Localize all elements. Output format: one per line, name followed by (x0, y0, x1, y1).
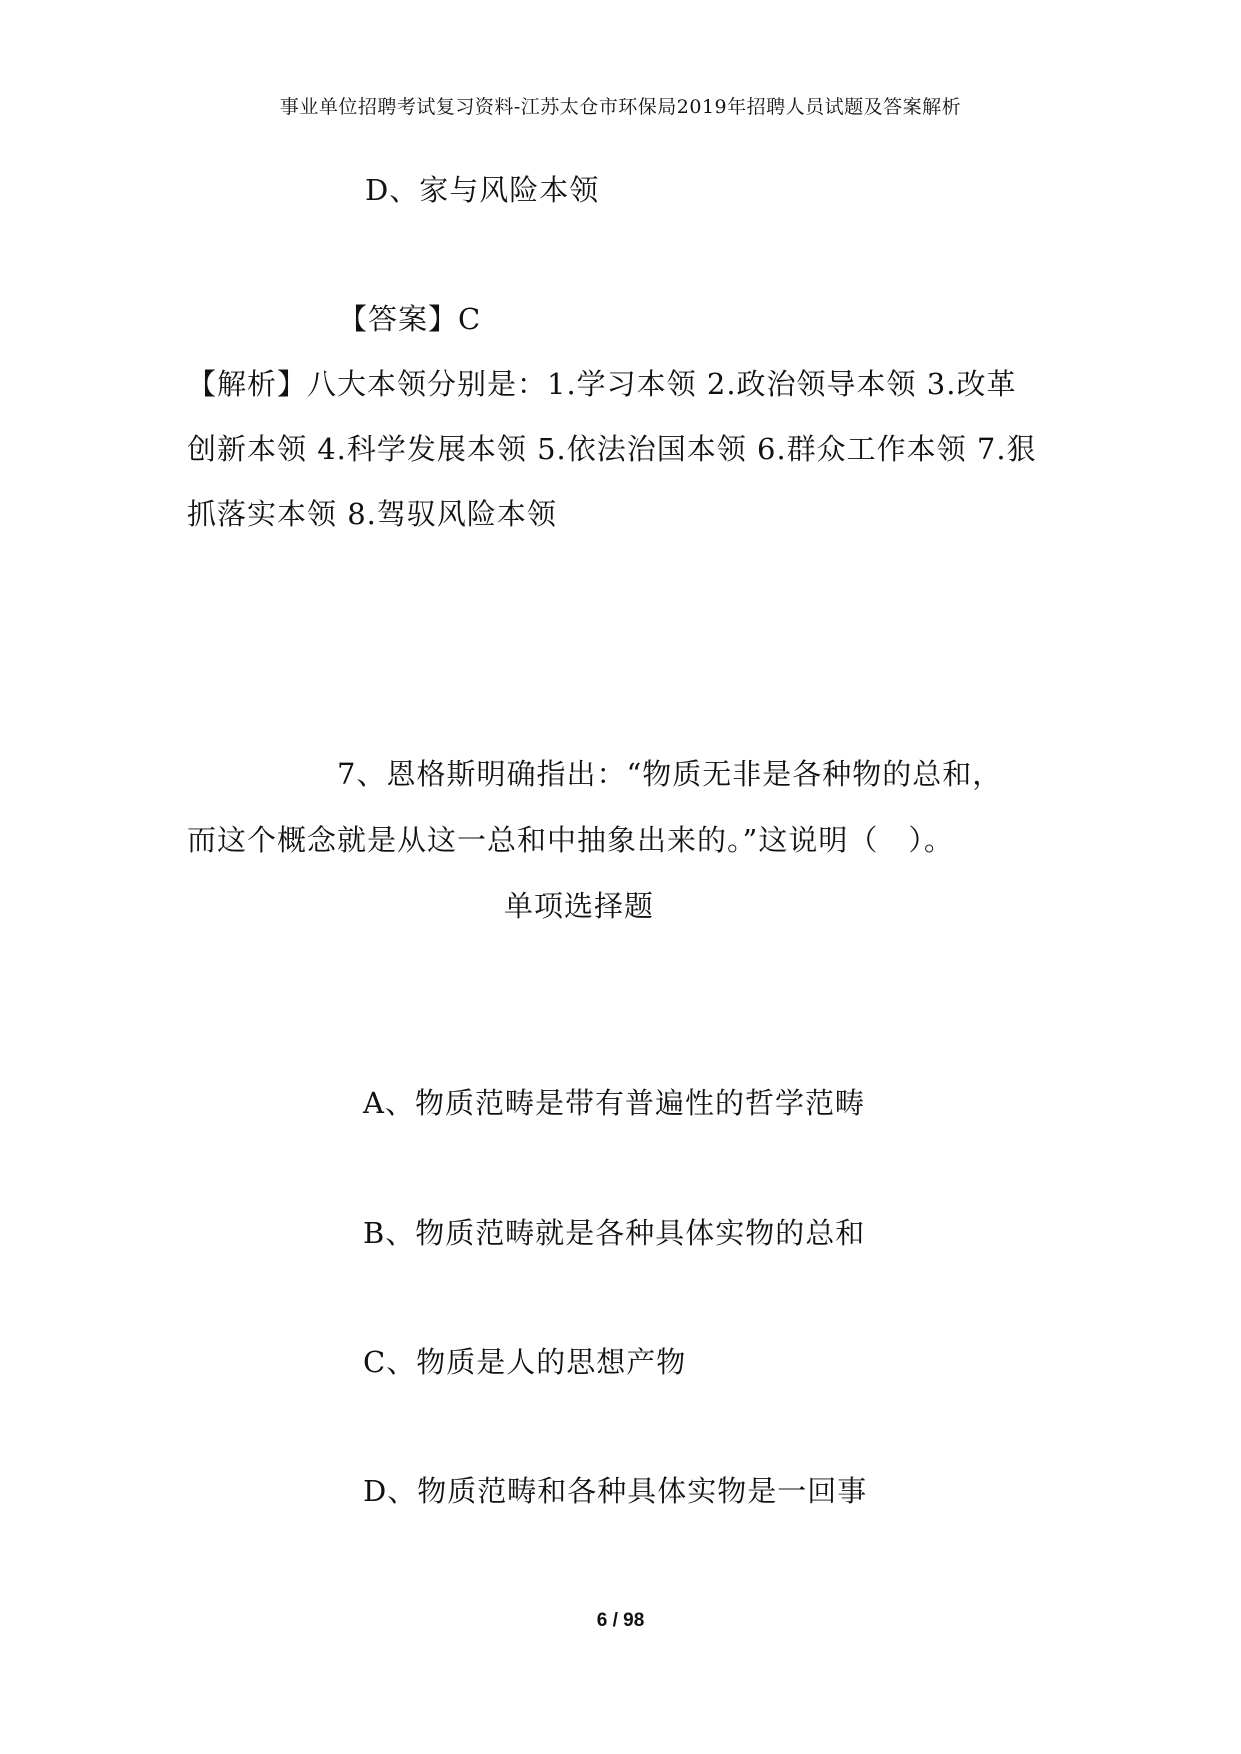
option-a: A、物质范畴是带有普遍性的哲学范畴 (363, 1086, 865, 1120)
analysis-line-2: 创新本领 4.科学发展本领 5.依法治国本领 6.群众工作本领 7.狠 (187, 432, 1037, 466)
answer-label: 【答案】C (338, 302, 482, 336)
option-c: C、物质是人的思想产物 (363, 1345, 687, 1379)
option-d: D、物质范畴和各种具体实物是一回事 (363, 1474, 868, 1508)
analysis-line-3: 抓落实本领 8.驾驭风险本领 (187, 497, 557, 531)
prev-option-d: D、家与风险本领 (365, 173, 600, 207)
question-stem-line-2: 而这个概念就是从这一总和中抽象出来的。”这说明（ ）。 (187, 823, 954, 857)
analysis-line-1: 【解析】八大本领分别是：1.学习本领 2.政治领导本领 3.改革 (187, 367, 1017, 401)
question-stem-line-1: 7、恩格斯明确指出：“物质无非是各种物的总和， (337, 757, 1003, 791)
page-number: 6 / 98 (596, 1610, 645, 1631)
page-header-title: 事业单位招聘考试复习资料-江苏太仓市环保局2019年招聘人员试题及答案解析 (279, 96, 962, 118)
option-b: B、物质范畴就是各种具体实物的总和 (363, 1216, 866, 1250)
question-type: 单项选择题 (504, 889, 655, 923)
